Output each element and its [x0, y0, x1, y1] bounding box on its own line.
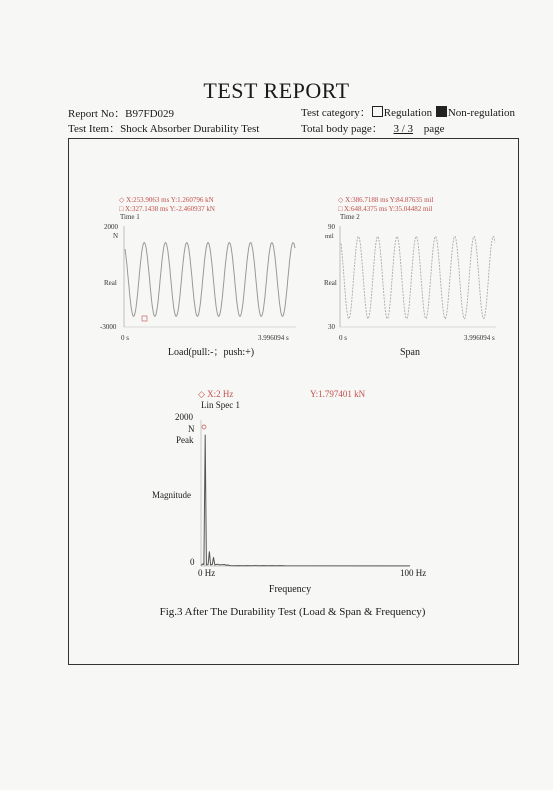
- freq-cursor-y: Y:1.797401 kN: [310, 389, 366, 399]
- load-channel: Time 1: [120, 213, 140, 221]
- span-series-line: [341, 236, 495, 318]
- test-item-label: Test Item：: [68, 123, 121, 135]
- total-page-value: 3 / 3: [393, 123, 414, 135]
- load-y-unit: N: [113, 232, 119, 240]
- report-title: TEST REPORT: [203, 78, 350, 103]
- freq-series-line: [201, 435, 410, 566]
- span-x-end: 3.996094 s: [464, 334, 495, 342]
- load-series-line: [125, 243, 295, 317]
- freq-y-max: 2000: [175, 412, 193, 422]
- freq-y-min: 0: [190, 557, 195, 567]
- load-cursor-1: ◇ X:253.9063 ms Y:1.260796 kN: [119, 196, 214, 204]
- freq-channel: Lin Spec 1: [201, 400, 240, 410]
- category-label: Test category：: [301, 107, 371, 119]
- span-channel: Time 2: [340, 213, 360, 221]
- load-y-label: Real: [104, 279, 117, 287]
- span-y-max: 90: [328, 223, 335, 231]
- freq-cursor-x: ◇ X:2 Hz: [198, 389, 234, 399]
- freq-x-label: Frequency: [268, 584, 312, 595]
- test-item-value: Shock Absorber Durability Test: [120, 123, 260, 135]
- span-y-label: Real: [324, 279, 337, 287]
- total-page-suffix: page: [423, 123, 445, 135]
- regulation-label: Regulation: [383, 107, 433, 119]
- load-cursor-2-marker: [142, 316, 147, 321]
- load-chart: [100, 196, 296, 358]
- report-no-value: B97FD029: [125, 108, 175, 120]
- span-cursor-2: □ X:648.4375 ms Y:35.04482 mil: [338, 205, 433, 213]
- freq-x-start: 0 Hz: [198, 568, 216, 578]
- freq-peak-marker: [202, 425, 206, 429]
- span-y-unit: mil: [325, 233, 334, 240]
- span-x-start: 0 s: [339, 334, 347, 342]
- freq-y-sub: Peak: [176, 435, 194, 445]
- load-cursor-2: □ X:327.1438 ms Y:-2.460937 kN: [119, 205, 215, 213]
- figure-caption: Fig.3 After The Durability Test (Load & Span & Frequency): [159, 606, 426, 618]
- freq-x-end: 100 Hz: [400, 568, 427, 578]
- non-regulation-label: Non-regulation: [447, 107, 516, 119]
- total-page-label: Total body page：: [301, 123, 383, 135]
- freq-y-unit: N: [188, 424, 195, 434]
- load-y-max: 2000: [104, 223, 118, 231]
- span-caption: Span: [400, 347, 420, 358]
- load-x-end: 3.996094 s: [258, 334, 289, 342]
- report-no-label: Report No：: [68, 108, 126, 120]
- span-chart: [324, 196, 496, 358]
- load-y-min: -3000: [100, 323, 117, 331]
- load-caption: Load(pull:-；push:+): [167, 347, 255, 358]
- freq-y-label: Magnitude: [152, 490, 191, 500]
- span-cursor-1: ◇ X:386.7188 ms Y:84.87635 mil: [338, 196, 434, 204]
- load-x-start: 0 s: [121, 334, 129, 342]
- span-y-min: 30: [328, 323, 335, 331]
- frequency-chart: [152, 389, 426, 595]
